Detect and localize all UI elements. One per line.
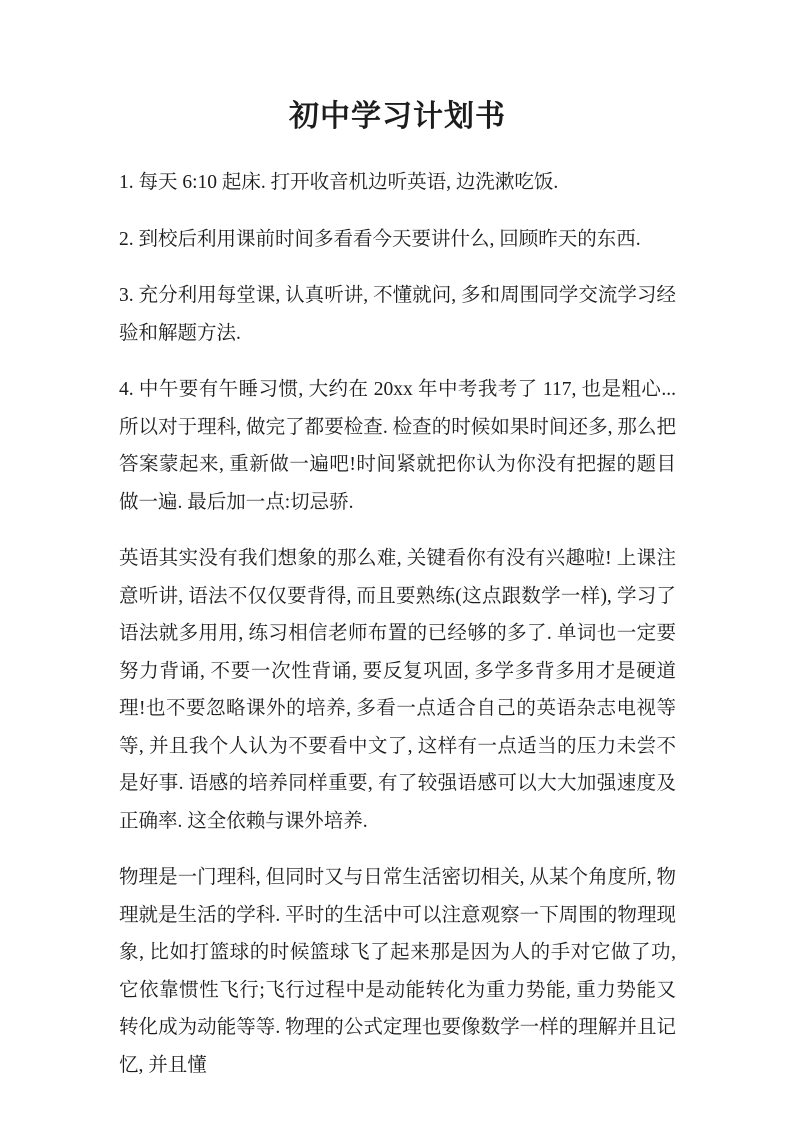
paragraph-item-2: 2. 到校后利用课前时间多看看今天要讲什么, 回顾昨天的东西.	[119, 228, 641, 250]
paragraph-item-1: 1. 每天 6:10 起床. 打开收音机边听英语, 边洗漱吃饭.	[119, 172, 559, 193]
paragraph-item-4: 4. 中午要有午睡习惯, 大约在 20xx 年中考我考了 117, 也是粗心...所以对于理科, 做完了都要检查. 检查的时候如果时间还多, 那么把答案蒙起来, 重新做一遍吧!时间紧就把你认为你没有把握的题目做一遍. 最后加一点:切忌骄.	[119, 379, 676, 513]
document-body	[119, 164, 676, 1084]
paragraph-english-study: 英语其实没有我们想象的那么难, 关键看你有没有兴趣啦! 上课注意听讲, 语法不仅仅要背得, 而且要熟练(这点跟数学一样), 学习了语法就多用用, 练习相信老师布置的已经够的多了. 单词也一定要努力背诵, 不要一次性背诵, 要反复巩固, 多学多背多用才是硬道理!也不要忽略课外的培养, 多看一点适合自己的英语杂志电视等等, 并且我个人认为不要看中文了, 这样有一点适当的压力未尝不是好事. 语感的培养同样重要, 有了较强语感可以大大加强速度及正确率. 这全依赖与课外培养.	[119, 548, 676, 832]
paragraph-item-3: 3. 充分利用每堂课, 认真听讲, 不懂就问, 多和周围同学交流学习经验和解题方法.	[119, 285, 676, 344]
paragraph-physics-study: 物理是一门理科, 但同时又与日常生活密切相关, 从某个角度所, 物理就是生活的学科. 平时的生活中可以注意观察一下周围的物理现象, 比如打篮球的时候篮球飞了起来那是因为人的手对它做了功, 它依靠惯性飞行;飞行过程中是动能转化为重力势能, 重力势能又转化成为动能等等. 物理的公式定理也要像数学一样的理解并且记忆, 并且懂	[119, 867, 676, 1076]
document-title: 初中学习计划书	[289, 100, 506, 133]
